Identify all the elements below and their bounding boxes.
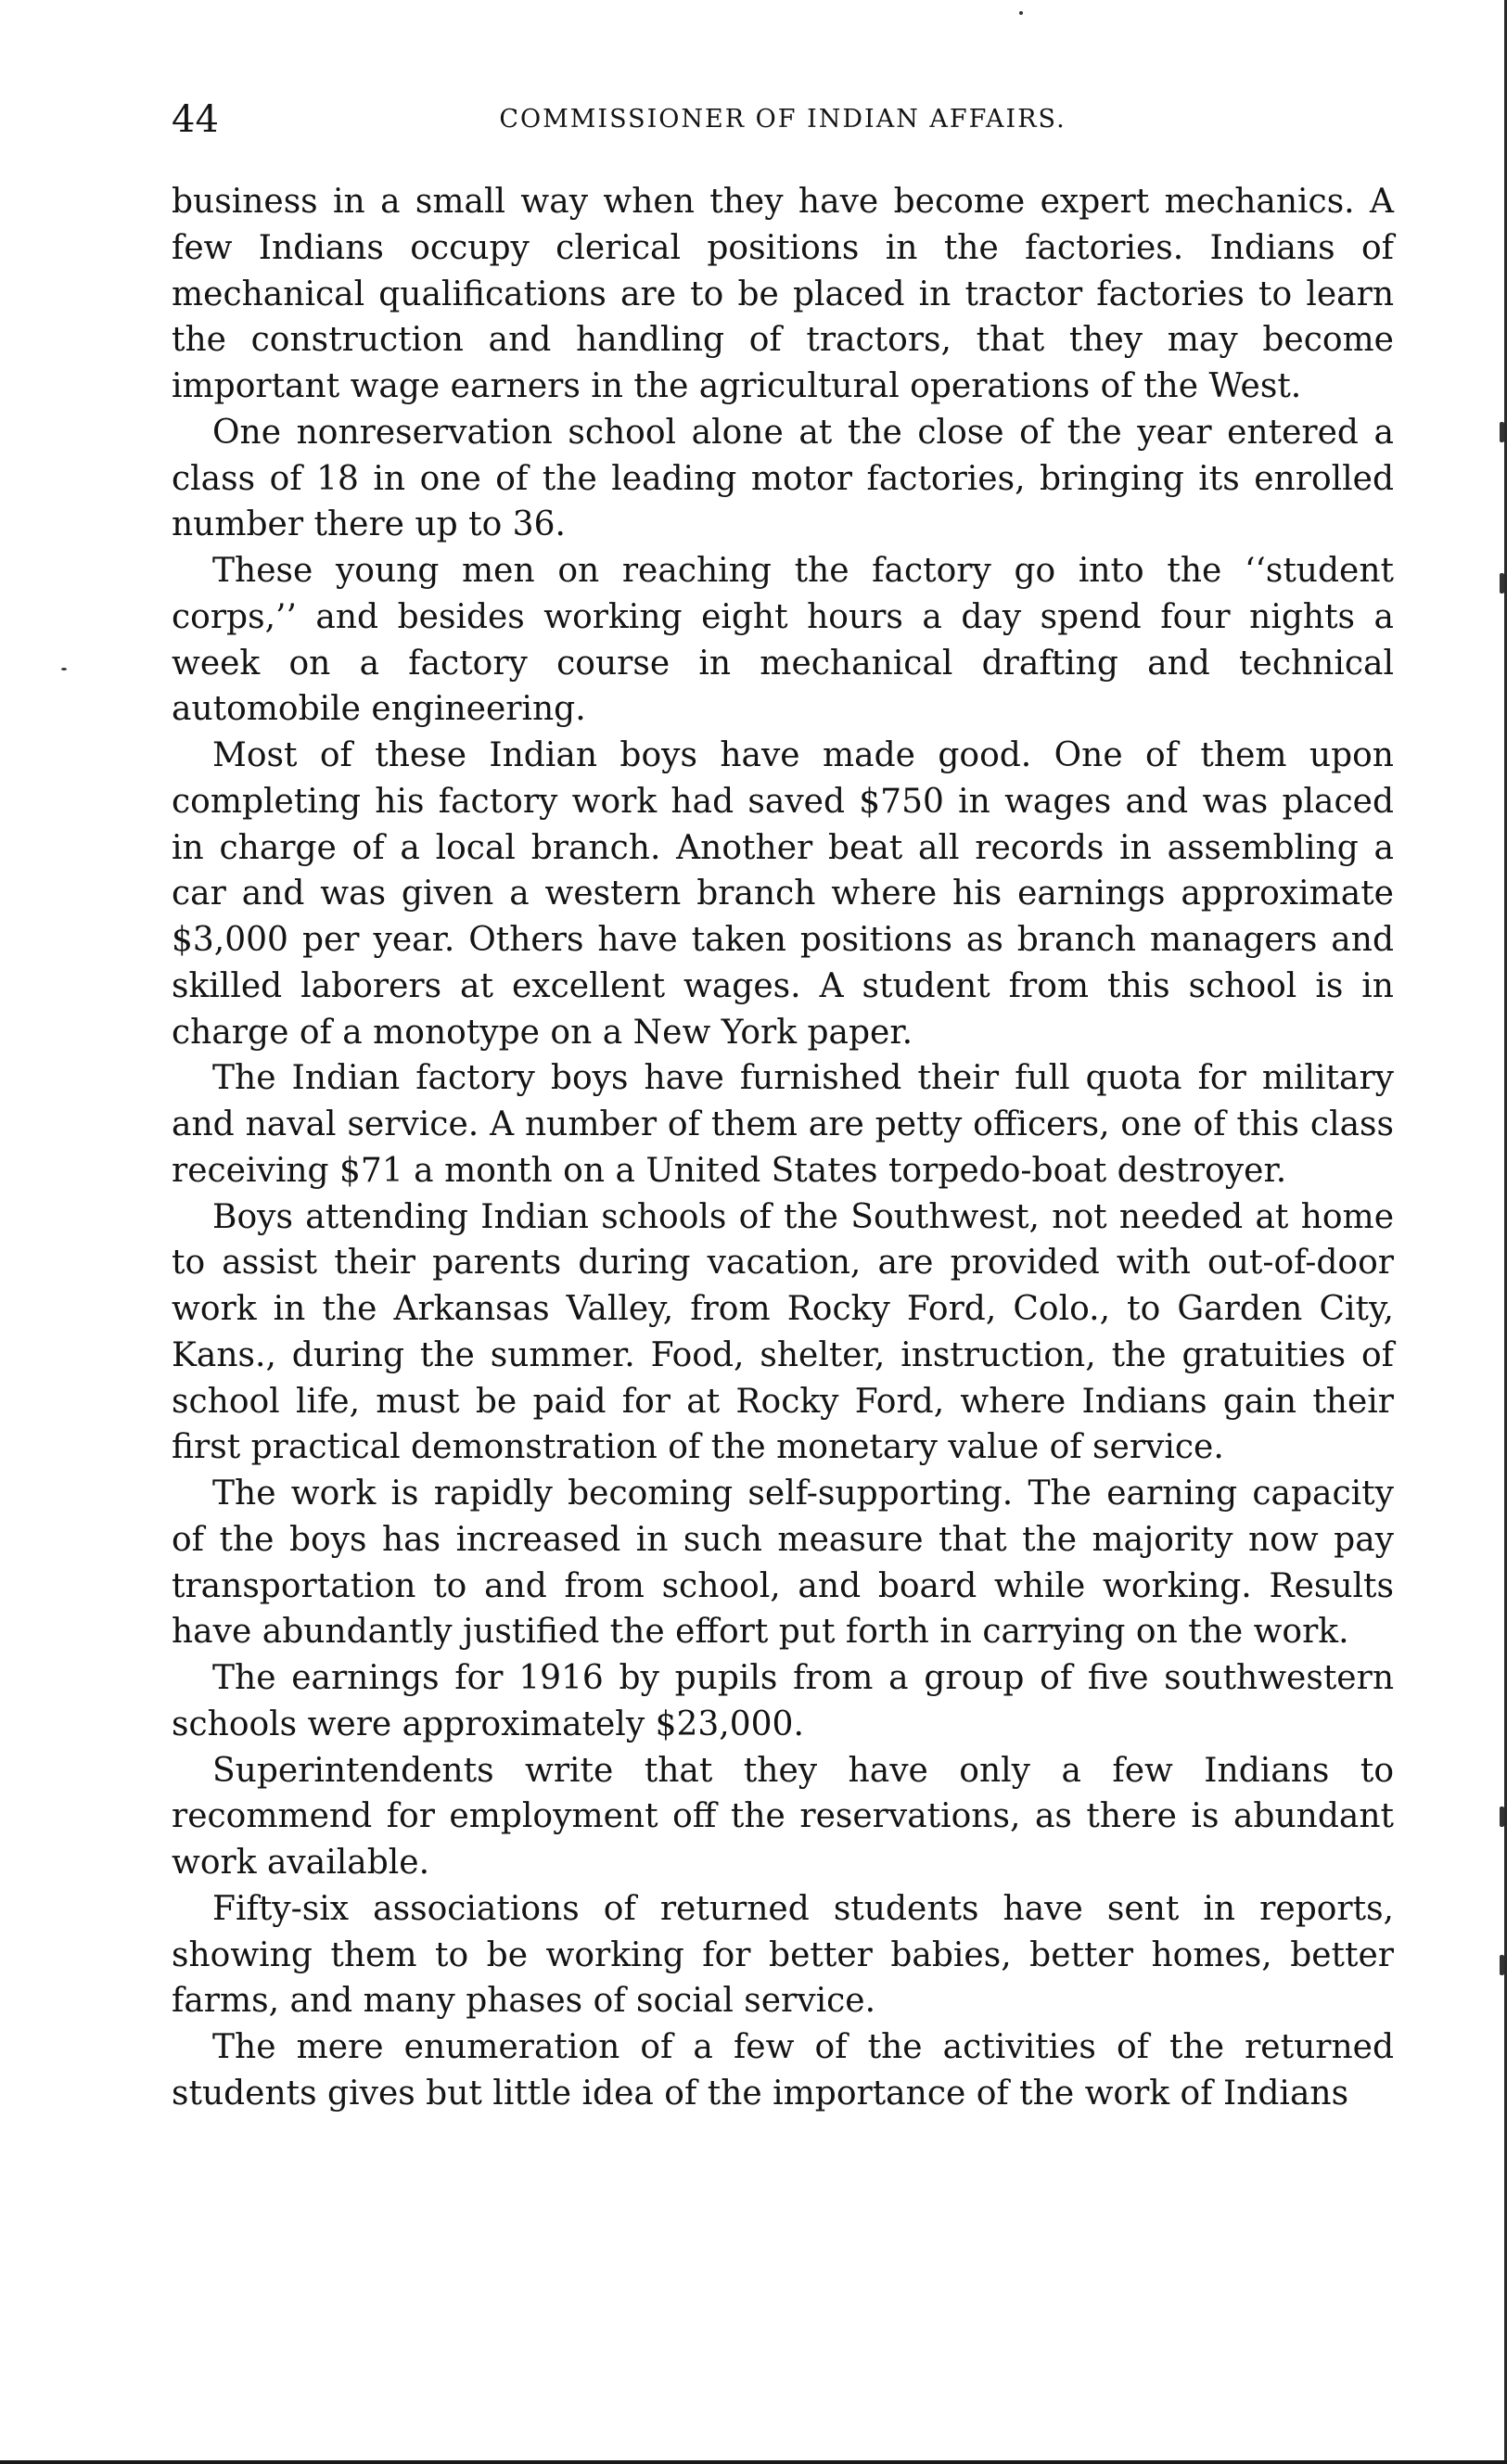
paragraph: These young men on reaching the factory go into the ‘‘student corps,’’ and besides working eight hours a day spend four nights a week on a factory course in mechanical drafting and technical automobile engineering. bbox=[172, 552, 1394, 729]
paragraph: Fifty-six associations of returned students have sent in reports, showing them to be working for better babies, better homes, better farms, and many phases of social service. bbox=[172, 1889, 1394, 2021]
paragraph: The mere enumeration of a few of the activities of the returned students gives but little idea of the importance of the work of Indians bbox=[172, 2028, 1394, 2113]
scan-speck bbox=[1019, 11, 1023, 15]
page-number: 44 bbox=[172, 98, 219, 141]
scan-speck bbox=[61, 668, 67, 670]
paragraph: The Indian factory boys have furnished their full quota for military and naval service. A number of them are petty officers, one of this class receiving $71 a month on a United States torpedo-boat destroyer. bbox=[172, 1059, 1394, 1190]
paragraph: Superintendents write that they have only a few Indians to recommend for employment off the reservations, as there is abundant work available. bbox=[172, 1751, 1394, 1882]
page-edge-bottom bbox=[0, 2460, 1507, 2464]
paragraph: Boys attending Indian schools of the Southwest, not needed at home to assist their parents during vacation, are provided with out-of-door work in the Arkansas Valley, from Rocky Ford, Colo., to Garden City, Kans., during the summer. Food, shelter, instruction, the gratuities of school life, must be paid for at Rocky Ford, where Indians gain their first practical demonstration of the monetary value of service. bbox=[172, 1197, 1394, 1467]
page-header bbox=[172, 96, 1394, 144]
paragraph: One nonreservation school alone at the close of the year entered a class of 18 in one of the leading motor factories, bringing its enrolled number there up to 36. bbox=[172, 413, 1394, 544]
body-text bbox=[172, 179, 1394, 2117]
paragraph: The earnings for 1916 by pupils from a group of five southwestern schools were approximately $23,000. bbox=[172, 1659, 1394, 1743]
running-head: COMMISSIONER OF INDIAN AFFAIRS. bbox=[499, 105, 1066, 134]
paragraph: business in a small way when they have become expert mechanics. A few Indians occupy clerical positions in the factories. Indians of mechanical qualifications are to be placed in tractor factories to learn the construction and handling of tractors, that they may become important wage earners in the agricultural operations of the West. bbox=[172, 183, 1394, 405]
paragraph: The work is rapidly becoming self-supporting. The earning capacity of the boys has increased in such measure that the majority now pay transportation to and from school, and board while working. Results have abundantly justified the effort put forth in carrying on the work. bbox=[172, 1475, 1394, 1652]
paragraph: Most of these Indian boys have made good. One of them upon completing his factory work had saved $750 in wages and was placed in charge of a local branch. Another beat all records in assembling a car and was given a western branch where his earnings approximate $3,000 per year. Others have taken positions as branch managers and skilled laborers at excellent wages. A student from this school is in charge of a monotype on a New York paper. bbox=[172, 736, 1394, 1052]
